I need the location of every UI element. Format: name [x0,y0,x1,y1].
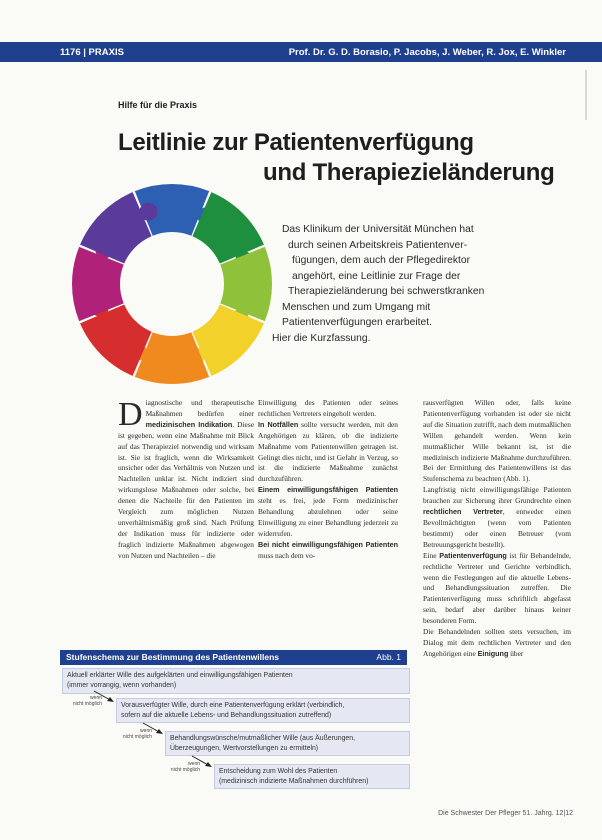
label-text: wenn [90,695,102,701]
page-footer: Die Schwester Der Pfleger 51. Jahrg. 12|12 [438,810,573,817]
step-text: Aktuell erklärter Wille des aufgeklärten und einwilligungsfähigen Patienten [67,672,293,679]
section-label: 1176 | PRAXIS [60,47,124,58]
intro-line: Menschen und zum Umgang mit [282,301,431,313]
step-text: (immer vorrangig, wenn vorhanden) [67,681,177,689]
body-text: Eine [423,550,440,560]
body-text: Langfristig nicht einwilligungsfähige Patienten brauchen zur Sicherung ihrer Grundrechte einen [423,485,571,506]
scheme-step-4 [214,764,410,789]
label-text: nicht möglich [72,701,102,707]
scheme-title: Stufenschema zur Bestimmung des Patientenwillens [66,652,280,662]
body-bold: Patientenverfügung [439,550,507,560]
margin-mark [583,70,589,120]
title-line-2: und Therapiezieländerung [263,159,555,186]
drop-cap: D [118,396,143,433]
intro-line: fügungen, dem auch der Pflegedirektor [292,255,471,266]
body-text: . Diese ist gegeben, wenn eine Maßnahme mit Blick auf das Therapieziel notwendig und wirksam ist. Sie ist fraglich, wenn die Wirksamkeit unsicher oder das Verhältnis von Nutzen und Nachteilen unklar ist. Nicht indiziert sind wirkungslose Maßnahmen oder solche, bei denen die Nachteile für den Patienten im Vergleich zum möglichen Nutzen unverhältnismäßig groß sind. Nach Prüfung der Indikation muss für indizierte oder fraglich indizierte Maßnahmen abgewogen von Nutzen und Nachteilen – die [118,419,254,560]
step-text: Behandlungswünsche/mutmaßlicher Wille (aus Äußerungen, [170,735,355,742]
intro-line: Therapiezieländerung bei schwerstkranken [288,286,485,297]
step-text: (medizinisch indizierte Maßnahmen durchführen) [219,777,369,785]
scheme-step-3 [165,731,410,756]
body-text: ist für Behandelnde, rechtliche Vertreter und Gerichte verbindlich, wenn die Festlegungen auf die aktuelle Lebens- und Behandlungssituation zutreffen. Die Patientenverfügung muss schriftlich abgefasst sein, bedarf aber darüber hinaus keiner besonderen Form. [423,550,571,626]
intro-line: Das Klinikum der Universität München hat [282,224,474,235]
body-column-3 [423,398,571,660]
scheme-step-2 [116,698,410,723]
puzzle-ring-image [66,178,278,390]
figure-label: Abb. 1 [376,652,401,662]
body-bold: Einigung [477,648,509,658]
body-bold: medizinischen Indikation [145,419,233,429]
intro-line: Hier die Kurzfassung. [272,332,371,344]
body-bold: rechtlichen Vertreter [423,507,503,517]
intro-line: angehört, eine Leitlinie zur Frage der [292,270,461,282]
step-arrow-icon [190,754,214,770]
body-text: iagnostische und therapeutische Maßnahmen bedürfen einer [145,398,254,418]
header-bar [0,42,602,62]
label-text: nicht möglich [122,734,152,740]
intro-paragraph [272,222,572,346]
puzzle-knob [139,203,157,221]
step-text: Überzeugungen, Wertvorstellungen zu ermitteln) [170,744,319,752]
kicker: Hilfe für die Praxis [118,100,198,110]
body-bold: Einem einwilligungsfähigen Patienten [258,485,398,495]
body-text: muss nach dem vo- [258,550,316,560]
authors: Prof. Dr. G. D. Borasio, P. Jacobs, J. Weber, R. Jox, E. Winkler [288,47,566,58]
body-text: , entweder einen Bevollmächtigten (wenn vom Patienten bestimmt) oder einen Betreuer (vom Betreuungsgericht bestellt). [423,507,571,549]
intro-line: Patientenverfügungen erarbeitet. [282,317,432,328]
intro-line: durch seinen Arbeitskreis Patientenver- [288,239,468,251]
step-arrow-icon [92,689,116,705]
label-text: wenn [140,728,152,734]
body-column-2 [258,398,398,562]
step-text: sofern auf die aktuelle Lebens- und Behandlungssituation zutreffend) [121,711,332,719]
label-text: nicht möglich [170,767,200,773]
body-text: steht es frei, jede Form medizinischer Behandlung abzulehnen oder seine Einwilligung zu einer Behandlung jederzeit zu widerrufen. [258,496,398,538]
body-text: sollte versucht werden, mit den Angehörigen zu klären, ob die indizierte Maßnahme vom Patientenwillen getragen ist. Gelingt dies nicht, und ist Gefahr in Verzug, so ist die indizierte Maßnahme zunächst durchzuführen. [258,419,398,484]
body-text: rausverfügten Willen oder, falls keine Patientenverfügung vorhanden ist oder sie nicht auf die Situation zutrifft, nach dem mutmaßlichen Willen gehandelt werden. Wenn kein mutmaßlicher Wille bekannt ist, ist die medizinisch indizierte Maßnahme durchzuführen. Bei der Ermittlung des Patientenwillens ist das Stufenschema zu beachten (Abb. 1). [423,398,571,484]
body-text: Einwilligung des Patienten oder seines rechtlichen Vertreters eingeholt werden. [258,398,398,418]
body-text: über [508,648,524,658]
step-text: Entscheidung zum Wohl des Patienten [219,768,338,775]
body-column-1 [118,398,254,562]
body-bold: In Notfällen [258,419,299,429]
body-bold: Bei nicht einwilligungsfähigen Patienten [258,539,398,549]
body-text: Die Behandelnden sollten stets versuchen, im Dialog mit dem rechtlichen Vertreter und den Angehörigen eine [423,627,571,658]
label-text: wenn [188,761,200,767]
step-text: Vorausverfügter Wille, durch eine Patientenverfügung erklärt (verbindlich, [121,702,345,709]
scheme-header [60,650,407,665]
step-arrow-icon [141,721,165,737]
title-line-1: Leitlinie zur Patientenverfügung [118,129,474,156]
